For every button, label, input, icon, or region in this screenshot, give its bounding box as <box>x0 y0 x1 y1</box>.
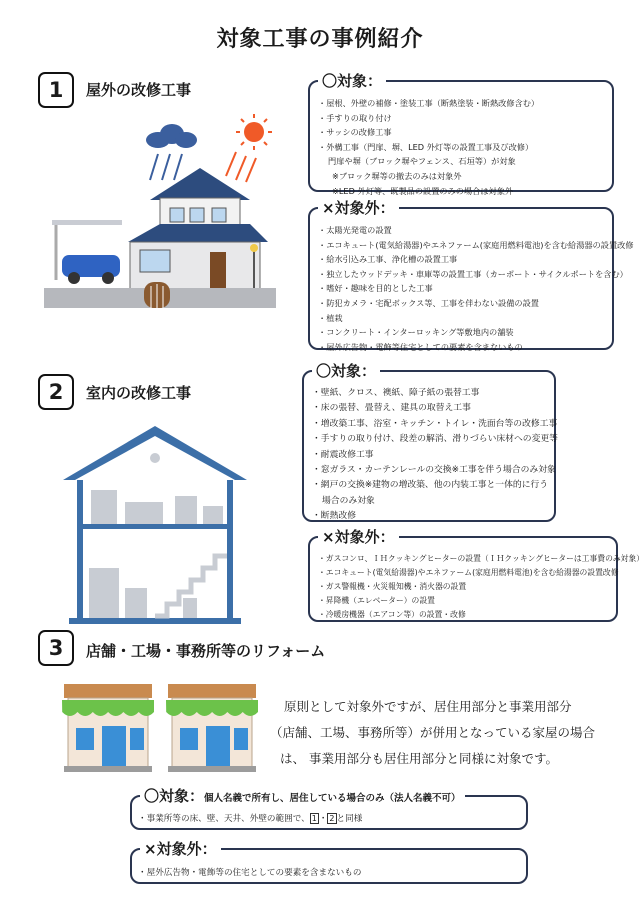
list-item: ・壁紙、クロス、襖紙、障子紙の張替工事 <box>312 388 480 398</box>
section1-target-heading: 〇対象： <box>318 70 386 92</box>
section-ref-2: 2 <box>329 814 335 823</box>
list-item: ※ブロック塀等の撤去のみは対象外 <box>332 170 462 181</box>
section3-exclude-box <box>130 840 528 884</box>
section3-target-condition: 個人名義で所有し、居住している場合のみ（法人名義不可） <box>204 793 461 804</box>
list-item: 門扉や塀（ブロック塀やフェンス、石垣等）が対象 <box>328 156 516 167</box>
list-item: ・エコキュート(電気給湯器)やエネファーム(家庭用燃料電池)を含む給湯器の設置改修 <box>318 239 634 250</box>
list-item: ・網戸の交換※建物の増改築、他の内装工事と一体的に行う <box>312 480 549 491</box>
section-number-2: 2 <box>38 374 74 410</box>
section-title-2: 室内の改修工事 <box>86 384 192 402</box>
list-item: ・外構工事（門扉、塀、LED 外灯等の設置工事及び改修） <box>318 141 534 152</box>
list-item: ・昇降機（エレベーター）の設置 <box>318 596 435 605</box>
section2-target-box <box>302 362 558 522</box>
outdoor-house-illustration <box>40 110 280 320</box>
target-item-separator: ・ <box>318 814 328 824</box>
list-item: ・手すりの取り付け、段差の解消、滑りづらい床材への変更等 <box>312 434 558 445</box>
section-title-1: 屋外の改修工事 <box>86 81 192 99</box>
list-item: ・屋外広告物・電飾等住宅としての要素を含まないもの <box>318 341 523 352</box>
section3-body-line-3: は、 事業用部分も居住用部分と同様に対象です。 <box>280 751 558 766</box>
list-item: ※LED 外灯等、既製品の設置のみの場合は対象外 <box>332 185 514 196</box>
list-item: ・嗜好・趣味を目的とした工事 <box>318 283 433 294</box>
section3-target-box <box>130 787 528 830</box>
section2-exclude-box <box>308 528 644 622</box>
target-item-suffix: と同様 <box>336 814 363 824</box>
section-ref-1: 1 <box>311 814 317 823</box>
list-item: ・冷暖房機器（エアコン等）の設置・改修 <box>318 610 466 619</box>
shop-icon <box>166 684 258 772</box>
page-title: 対象工事の事例紹介 <box>216 27 424 52</box>
shop-icon <box>62 684 154 772</box>
list-item: ・太陽光発電の設置 <box>318 225 392 235</box>
list-item: ・エコキュート(電気給湯器)やエネファーム(家庭用燃料電池)を含む給湯器の設置改修 <box>318 568 619 577</box>
section2-exclude-heading: ×対象外： <box>318 526 399 548</box>
section2-target-heading: 〇対象： <box>312 360 380 382</box>
section1-target-box <box>308 72 614 196</box>
list-item: ・独立したウッドデッキ・車庫等の設置工事（カーポート・サイクルポートを含む） <box>318 268 628 279</box>
list-item: ・断熱改修 <box>312 511 356 522</box>
list-item: ・窓ガラス・カーテンレールの交換※工事を伴う場合のみ対象 <box>312 465 556 476</box>
list-item: ・増改築工事、浴室・キッチン・トイレ・洗面台等の改修工事 <box>312 418 558 429</box>
list-item: ・ガス警報機・火災報知機・消火器の設置 <box>318 582 467 591</box>
list-item: ・床の張替、畳替え、建具の取替え工事 <box>312 403 471 414</box>
section-title-3: 店舗・工場・事務所等のリフォーム <box>86 642 326 660</box>
list-item: ・防犯カメラ・宅配ボックス等、工事を伴わない設備の設置 <box>318 297 539 308</box>
list-item: ・耐震改修工事 <box>312 449 374 460</box>
section3-body-line-2: （店舗、工場、事務所等）が併用となっている家屋の場合 <box>270 725 596 740</box>
indoor-house-illustration <box>55 418 255 628</box>
sun-icon <box>244 122 264 142</box>
section3-exclude-heading: ×対象外： <box>140 838 221 860</box>
list-item: ・屋根、外壁の補修・塗装工事（断熱塗装・断熱改修含む） <box>318 98 540 108</box>
list-item: ・ガスコンロ、ＩＨクッキングヒーターの設置（ＩＨクッキングヒーターは工事費のみ対象） <box>318 554 644 563</box>
list-item: ・手すりの取り付け <box>318 112 392 123</box>
list-item: ・サッシの改修工事 <box>318 127 392 138</box>
list-item: ・植栽 <box>318 312 343 323</box>
shops-illustration <box>60 678 260 774</box>
section3-target-heading <box>140 785 465 810</box>
section3-target-label: 〇対象： <box>144 787 205 805</box>
section-number-1: 1 <box>38 72 74 108</box>
section-number-3: 3 <box>38 630 74 666</box>
target-item-text: ・事業所等の床、壁、天井、外壁の範囲で、 <box>138 814 310 824</box>
section1-exclude-box <box>308 199 634 352</box>
list-item: ・コンクリート・インターロッキング等敷地内の舗装 <box>318 327 514 338</box>
section3-body-line-1: 原則として対象外ですが、居住用部分と事業用部分 <box>284 699 572 714</box>
section3-exclude-item: ・屋外広告物・電飾等の住宅としての要素を含まないもの <box>138 868 362 878</box>
list-item: ・給水引込み工事、浄化槽の設置工事 <box>318 254 458 265</box>
list-item: 場合のみ対象 <box>322 495 375 506</box>
section1-exclude-heading: ×対象外： <box>318 197 399 219</box>
cloud-icon <box>146 124 197 148</box>
